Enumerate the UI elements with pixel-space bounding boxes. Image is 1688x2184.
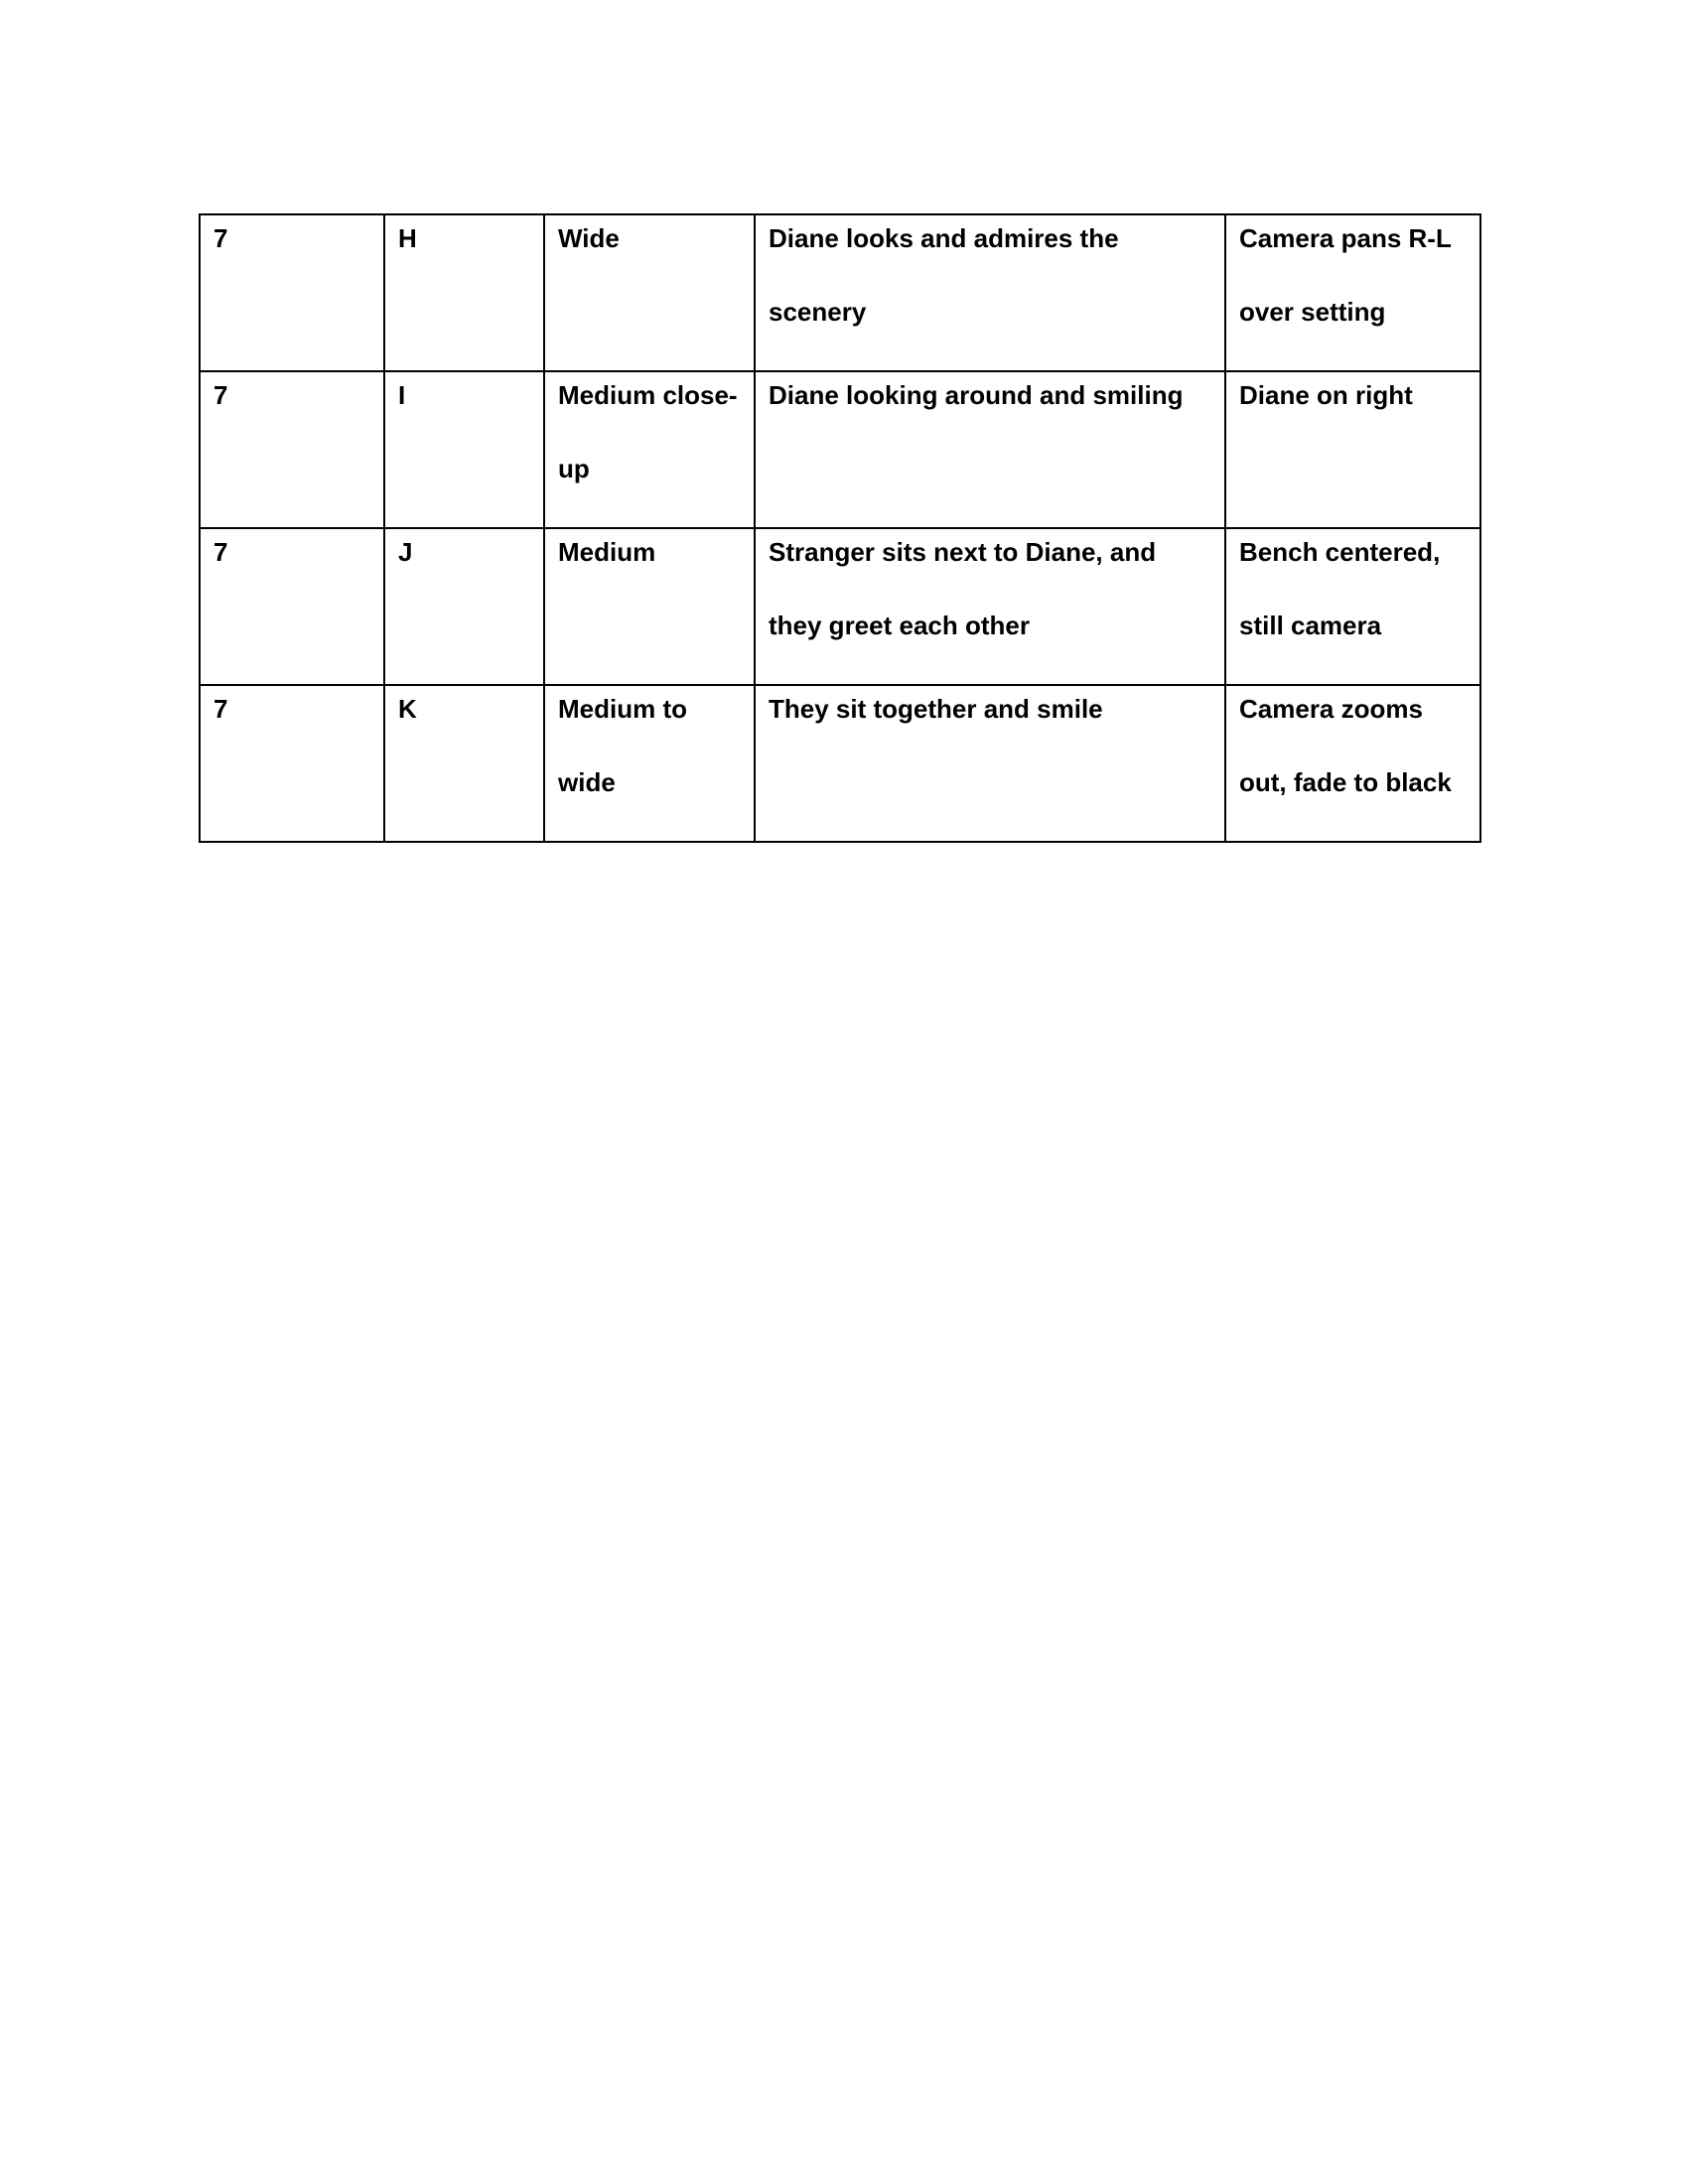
scene-cell: 7 bbox=[200, 214, 384, 371]
notes-cell: Diane on right bbox=[1225, 371, 1480, 528]
shot-list-table bbox=[199, 213, 1481, 843]
shot-cell: K bbox=[384, 685, 544, 842]
shot-type-cell: Medium close-up bbox=[544, 371, 755, 528]
scene-cell: 7 bbox=[200, 371, 384, 528]
table-row bbox=[200, 685, 1480, 842]
description-cell: Diane looks and admires the scenery bbox=[755, 214, 1225, 371]
scene-cell: 7 bbox=[200, 685, 384, 842]
scene-cell: 7 bbox=[200, 528, 384, 685]
shot-cell: J bbox=[384, 528, 544, 685]
description-cell: Stranger sits next to Diane, and they greet each other bbox=[755, 528, 1225, 685]
table-row bbox=[200, 214, 1480, 371]
shot-cell: I bbox=[384, 371, 544, 528]
description-cell: They sit together and smile bbox=[755, 685, 1225, 842]
table-row bbox=[200, 371, 1480, 528]
shot-cell: H bbox=[384, 214, 544, 371]
table-row bbox=[200, 528, 1480, 685]
notes-cell: Camera zooms out, fade to black bbox=[1225, 685, 1480, 842]
shot-type-cell: Medium to wide bbox=[544, 685, 755, 842]
notes-cell: Camera pans R-L over setting bbox=[1225, 214, 1480, 371]
shot-type-cell: Medium bbox=[544, 528, 755, 685]
description-cell: Diane looking around and smiling bbox=[755, 371, 1225, 528]
shot-type-cell: Wide bbox=[544, 214, 755, 371]
notes-cell: Bench centered, still camera bbox=[1225, 528, 1480, 685]
